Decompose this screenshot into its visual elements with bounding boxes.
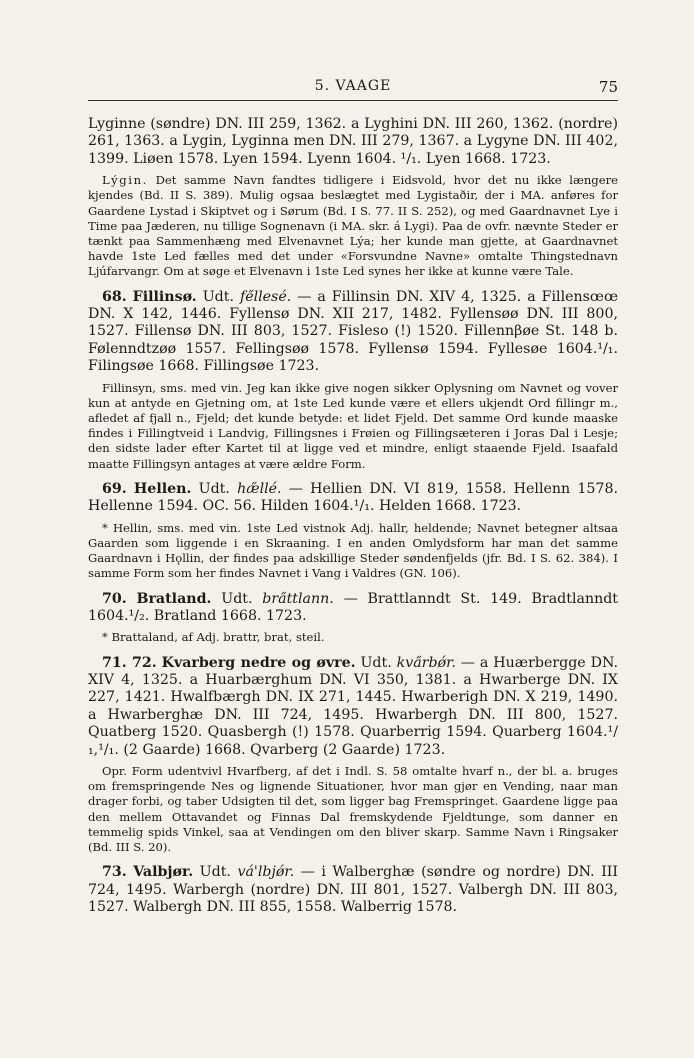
entry-68-note: Fillinsyn, sms. med vin. Jeg kan ikke give nogen sikker Oplysning om Navnet og vover kun at antyde en Gjetning om, at 1ste Led kunde være et ellers ukjendt Ord fillingr m., afledet af fjall n., Fjeld; det kunde betyde: et lidet Fjeld. Det samme Ord kunde maaske findes i Fillingtveid i Landvig, Fillingsnes i Frøien og Fillingsæteren i Joras Dal i Lesje; den sidste lader efter Kartet til at ligge ved et mindre, enligt staaende Fjeld. Isaafald maatte Fillingsyn antages at være ældre Form. — [88, 380, 618, 471]
udt-label: Udt. — [360, 654, 392, 671]
historical-forms: — Brattlanndt St. 149. Bradtlanndt 1604.¹/₂. Bratland 1668. 1723. — [88, 590, 618, 624]
entry-number: 71. 72. — [102, 654, 157, 671]
entry-68 — [88, 289, 618, 376]
historical-forms: — a Huærbergge DN. XIV 4, 1325. a Huarbærghum DN. VI 350, 1381. a Hwarberge DN. IX 227, 1421. Hwalfbærgh DN. IX 271, 1445. Hwarberigh DN. X 219, 1490. a Hwarberghæ DN. III 724, 1495. Hwarbergh DN. III 800, 1527. Quatberg 1520. Quasbergh (!) 1578. Quarberrig 1594. Quarberg 1604.¹/₁,¹/₁. (2 Gaarde) 1668. Qvarberg (2 Gaarde) 1723. — [88, 654, 619, 758]
entry-71-72-note: Opr. Form udentvivl Hvarfberg, af det i Indl. S. 58 omtalte hvarf n., der bl. a. bruges om fremspringende Nes og lignende Situationer, hvor man gjør en Vending, naar man drager forbi, og taber Udsigten til det, som ligger bag Fremspringet. Gaardene ligge paa den mellem Ottavandet og Finnas Dal fremskydende Fjeldtunge, som danner en temmelig spids Vinkel, saa at Vendingen om den bliver skarp. Samme Navn i Ringsaker (Bd. III S. 20). — [88, 763, 618, 854]
section-title: 5. VAAGE — [314, 78, 392, 94]
running-header — [88, 76, 618, 98]
pronunciation: fe̋llesé. — [239, 288, 292, 305]
entry-69 — [88, 481, 618, 516]
entry-70 — [88, 591, 618, 626]
historical-forms: — a Fillinsin DN. XIV 4, 1325. a Fillensœœ DN. X 142, 1446. Fyllensø DN. XII 217, 1482. Fyllensøø DN. III 800, 1527. Fillensø DN. III 803, 1527. Fisleso (!) 1520. Fillennβøe St. 148 b. Følenndtzøø 1557. Fellingsøø 1578. Fyllensø 1594. Fyllesøe 1604.¹/₁. Filingsøe 1668. Fillingsøe 1723. — [88, 288, 618, 375]
entry-number: 68. — [102, 288, 127, 305]
entry-number: 70. — [102, 590, 127, 607]
entry-69-note: * Hellin, sms. med vin. 1ste Led vistnok Adj. hallr, heldende; Navnet betegner altsaa Gaarden som liggende i en Skraaning. I en anden Omlydsform har man det samme Gaardnavn i Hǫllin, der findes paa adskillige Steder søndenfjelds (jfr. Bd. I S. 62. 384). I samme Form som her findes Navnet i Vang i Valdres (GN. 106). — [88, 520, 618, 581]
entry-number: 73. — [102, 864, 127, 881]
udt-label: Udt. — [202, 288, 234, 305]
entry-number: 69. — [102, 480, 127, 497]
udt-label: Udt. — [199, 864, 231, 881]
intro-note — [88, 173, 618, 279]
pronunciation: hæ̋llé. — [237, 480, 282, 497]
udt-label: Udt. — [198, 480, 230, 497]
farm-name: Hellen. — [133, 480, 192, 497]
entry-73 — [88, 864, 618, 916]
historical-forms: — Hellien DN. VI 819, 1558. Hellenn 1578. Hellenne 1594. OC. 56. Hilden 1604.¹/₁. Helden 1668. 1723. — [88, 480, 618, 515]
farm-name: Fillinsø. — [132, 288, 197, 305]
intro-forms: Lyginne (søndre) DN. III 259, 1362. a Lyghini DN. III 260, 1362. (nordre) 261, 1363. a Lygin, Lyginna men DN. III 279, 1367. a Lygyne DN. III 402, 1399. Liøen 1578. Lyen 1594. Lyenn 1604. ¹/₁. Lyen 1668. 1723. — [88, 116, 618, 167]
pronunciation: kva̋rbǿr. — [396, 654, 456, 671]
pronunciation: vá'lbjǿr. — [237, 864, 295, 881]
page-body — [88, 116, 618, 916]
farm-name: Valbjør. — [133, 864, 194, 881]
historical-forms: — i Walberghæ (søndre og nordre) DN. III 724, 1495. Warbergh (nordre) DN. III 801, 1527. Valbergh DN. III 803, 1527. Walbergh DN. III 855, 1558. Walberrig 1578. — [88, 864, 619, 915]
header-rule — [88, 100, 618, 101]
entry-71-72 — [88, 655, 618, 759]
farm-name: Bratland. — [136, 590, 212, 607]
intro-note-head: Lýgin. — [102, 173, 148, 188]
farm-name: Kvarberg nedre og øvre. — [161, 654, 356, 671]
page-number: 75 — [598, 78, 618, 96]
entry-70-note: * Brattaland, af Adj. brattr, brat, steil. — [102, 630, 325, 645]
intro-note-text: Det samme Navn fandtes tidligere i Eidsvold, hvor det nu ikke længere kjendes (Bd. II S. 389). Mulig ogsaa beslægtet med Lygistaðir, der i MA. anføres for Gaardene Lystad i Skiptvet og i Sørum (Bd. I S. 77. II S. 252), og med Gaardnavnet Lye i Time paa Jæderen, nu tillige Sognenavn (i MA. skr. á Lygi). Paa de ovfr. nævnte Steder er tænkt paa Sammenhæng med Elvenavnet Lýa; her kunde man gjette, at Gaardnavnet havde 1ste Led fælles med det under «Forsvundne Navne» omtalte Thingstednavn Ljúfarvangr. Om at søge et Elvenavn i 1ste Led synes her ikke at kunne være Tale. — [88, 173, 618, 279]
pronunciation: bra̋ttlann. — [262, 590, 334, 607]
udt-label: Udt. — [221, 590, 253, 607]
